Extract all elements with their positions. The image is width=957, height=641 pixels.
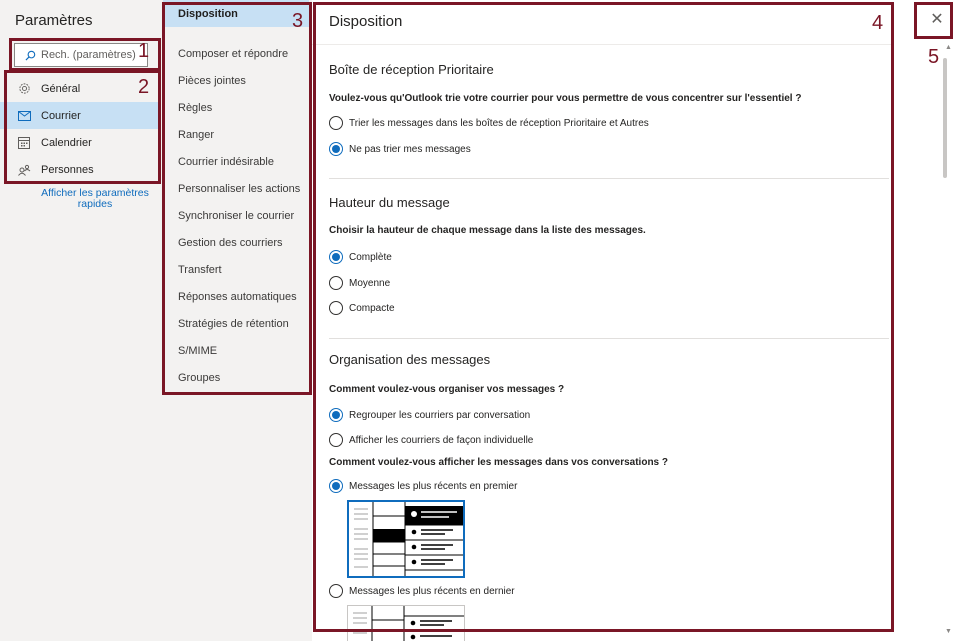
radio-button[interactable] (329, 433, 343, 447)
divider (329, 178, 889, 179)
gear-icon (17, 82, 31, 96)
panel-title: Disposition (329, 13, 403, 30)
settings-title: Paramètres (15, 12, 93, 29)
radio-option-newest-last[interactable] (329, 584, 515, 598)
radio-label: Afficher les courriers de façon individuelle (349, 434, 534, 446)
nav-item-groups[interactable]: Groupes (178, 371, 221, 384)
radio-label: Regrouper les courriers par conversation (349, 409, 531, 421)
radio-label: Trier les messages dans les boîtes de réception Prioritaire et Autres (349, 117, 649, 129)
nav-item-sweep[interactable]: Ranger (178, 128, 215, 141)
section-heading-focused-inbox: Boîte de réception Prioritaire (329, 62, 494, 77)
layout-settings-panel (312, 0, 957, 641)
divider (329, 338, 889, 339)
radio-label: Moyenne (349, 277, 391, 289)
radio-button-selected[interactable] (329, 479, 343, 493)
nav-item-disposition[interactable]: Disposition (163, 0, 309, 27)
section-heading-organization: Organisation des messages (329, 352, 491, 367)
radio-label: Complète (349, 251, 392, 263)
radio-button[interactable] (329, 301, 343, 315)
nav-item-attachments[interactable]: Pièces jointes (178, 74, 246, 87)
radio-label: Messages les plus récents en premier (349, 480, 518, 492)
nav-item-sync[interactable]: Synchroniser le courrier (178, 209, 295, 222)
section-heading-message-height: Hauteur du message (329, 195, 450, 210)
scrollbar-thumb[interactable] (943, 58, 947, 178)
scroll-down-arrow-icon[interactable]: ▼ (945, 628, 952, 635)
category-mail[interactable] (0, 102, 160, 129)
annotation-number-5: 5 (928, 46, 940, 68)
radio-label: Messages les plus récents en dernier (349, 585, 515, 597)
radio-option-conversation[interactable] (329, 408, 530, 422)
nav-item-retention[interactable]: Stratégies de rétention (178, 317, 289, 330)
radio-label: Ne pas trier mes messages (349, 143, 471, 155)
nav-item-rules[interactable]: Règles (178, 101, 213, 114)
radio-button[interactable] (329, 584, 343, 598)
radio-option-medium[interactable] (329, 276, 390, 290)
settings-search-input[interactable] (14, 43, 148, 67)
annotation-number-2: 2 (138, 76, 150, 98)
calendar-icon (17, 136, 31, 150)
annotation-number-1: 1 (138, 40, 150, 62)
nav-item-smime[interactable]: S/MIME (178, 344, 218, 357)
nav-item-junk[interactable]: Courrier indésirable (178, 155, 274, 168)
annotation-number-4: 4 (872, 12, 884, 34)
annotation-number-3: 3 (292, 10, 304, 32)
layout-preview-newest-last[interactable] (347, 605, 465, 641)
nav-item-forwarding[interactable]: Transfert (178, 263, 222, 276)
question-conversation-order: Comment voulez-vous afficher les messages dans vos conversations ? (329, 457, 669, 468)
category-label: Calendrier (41, 136, 92, 149)
question-focused-inbox: Voulez-vous qu'Outlook trie votre courrier pour vous permettre de vous concentrer sur l'essentiel ? (329, 93, 802, 104)
radio-label: Compacte (349, 302, 395, 314)
scroll-up-arrow-icon[interactable]: ▲ (945, 44, 952, 51)
search-icon (25, 50, 36, 61)
mail-settings-nav (163, 0, 312, 641)
layout-preview-newest-first[interactable] (347, 500, 465, 578)
mail-icon (17, 109, 31, 123)
quick-settings-link[interactable]: Afficher les paramètres rapides (41, 187, 149, 210)
divider (312, 44, 892, 45)
nav-item-actions[interactable]: Personnaliser les actions (178, 182, 301, 195)
radio-button-selected[interactable] (329, 408, 343, 422)
category-calendar[interactable] (0, 129, 160, 156)
question-message-height: Choisir la hauteur de chaque message dans la liste des messages. (329, 225, 646, 236)
radio-button[interactable] (329, 276, 343, 290)
category-label: Personnes (41, 163, 94, 176)
nav-item-handling[interactable]: Gestion des courriers (178, 236, 283, 249)
nav-item-compose[interactable]: Composer et répondre (178, 47, 289, 60)
close-icon[interactable]: ✕ (930, 11, 944, 28)
category-people[interactable] (0, 156, 160, 183)
category-label: Courrier (41, 109, 81, 122)
people-icon (17, 163, 31, 177)
category-general[interactable] (0, 75, 160, 102)
radio-option-newest-first[interactable] (329, 479, 517, 493)
radio-option-sort-focused[interactable] (329, 116, 649, 130)
category-label: Général (41, 82, 81, 95)
question-organization: Comment voulez-vous organiser vos messages ? (329, 384, 565, 395)
search-placeholder: Rech. (paramètres) (41, 49, 136, 61)
nav-item-auto-replies[interactable]: Réponses automatiques (178, 290, 297, 303)
radio-option-no-sort[interactable] (329, 142, 471, 156)
radio-option-compact[interactable] (329, 301, 395, 315)
preview-illustration (349, 502, 463, 576)
preview-illustration (348, 606, 464, 641)
radio-button-selected[interactable] (329, 142, 343, 156)
radio-option-individual[interactable] (329, 433, 533, 447)
radio-button-selected[interactable] (329, 250, 343, 264)
radio-option-full[interactable] (329, 250, 392, 264)
radio-button[interactable] (329, 116, 343, 130)
